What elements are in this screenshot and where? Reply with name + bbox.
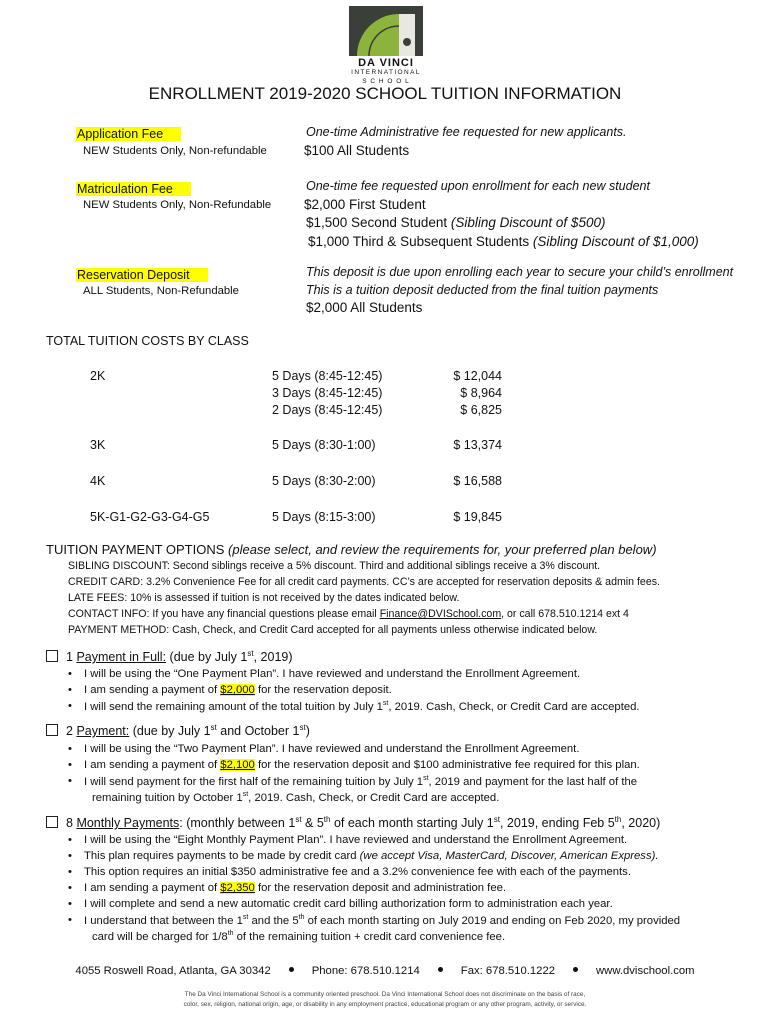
reservation-desc-1: This deposit is due upon enrolling each year to secure your child’s enrollment bbox=[306, 265, 734, 279]
contact-info-note: CONTACT INFO: If you have any financial questions please email Finance@DVISchool.com, or call 678.510.1214 ext 4 bbox=[68, 608, 629, 620]
plan-2-checkbox[interactable] bbox=[46, 724, 58, 736]
plan-3-checkbox[interactable] bbox=[46, 816, 58, 828]
application-fee-label: Application Fee bbox=[76, 125, 181, 143]
payment-method-note: PAYMENT METHOD: Cash, Check, and Credit Card accepted for all payments unless otherwise indicated below. bbox=[68, 624, 598, 636]
application-fee-sub: NEW Students Only, Non-refundable bbox=[83, 145, 267, 157]
late-fees-note: LATE FEES: 10% is assessed if tuition is not received by the dates indicated below. bbox=[68, 592, 460, 604]
page-title: ENROLLMENT 2019-2020 SCHOOL TUITION INFORMATION bbox=[148, 84, 622, 103]
footer-website[interactable]: www.dvischool.com bbox=[596, 965, 695, 977]
application-fee-amount: $100 All Students bbox=[304, 143, 410, 158]
matriculation-fee-desc: One-time fee requested upon enrollment for each new student bbox=[306, 179, 650, 193]
reservation-deposit-sub: ALL Students, Non-Refundable bbox=[83, 285, 239, 297]
school-logo bbox=[349, 6, 423, 56]
reservation-amount: $2,000 All Students bbox=[306, 300, 423, 315]
tuition-class: 4K bbox=[90, 474, 106, 488]
plan-2-bullet: • I will send payment for the first half of the remaining tuition by July 1st, 2019 and payment for the last half of the bbox=[68, 775, 638, 788]
logo-line-2: INTERNATIONAL bbox=[351, 69, 421, 76]
plan-1-bullet: • I will be using the “One Payment Plan”. I have reviewed and understand the Enrollment Agreement. bbox=[68, 668, 581, 680]
footer-disclaimer-1: The Da Vinci International School is a community oriented preschool. Da Vinci International School does not discriminate on the basis of race, bbox=[184, 991, 586, 998]
tuition-schedule: 3 Days (8:45-12:45) bbox=[272, 386, 383, 400]
tuition-heading: TOTAL TUITION COSTS BY CLASS bbox=[46, 334, 249, 348]
sibling-discount-note: SIBLING DISCOUNT: Second siblings receive a 5% discount. Third and additional siblings receive a 3% discount. bbox=[68, 560, 601, 572]
plan-3-bullet: • I am sending a payment of $2,350 for the reservation deposit and administration fee. bbox=[68, 882, 507, 894]
credit-card-note: CREDIT CARD: 3.2% Convenience Fee for all credit card payments. CC’s are accepted for reservation deposits & admin fees. bbox=[68, 576, 660, 588]
tuition-schedule: 5 Days (8:30-1:00) bbox=[272, 438, 376, 452]
reservation-desc-2: This is a tuition deposit deducted from the final tuition payments bbox=[306, 283, 659, 297]
plan-3-bullet: • I will be using the “Eight Monthly Payment Plan”. I have reviewed and understand the Enrollment Agreement. bbox=[68, 834, 628, 846]
tuition-price: $ 13,374 bbox=[453, 438, 502, 452]
tuition-price: $ 16,588 bbox=[453, 474, 502, 488]
plan-3-bullet-cont: card will be charged for 1/8th of the remaining tuition + credit card convenience fee. bbox=[92, 930, 506, 943]
tuition-schedule: 5 Days (8:15-3:00) bbox=[272, 510, 376, 524]
footer-disclaimer-2: color, sex, religion, national origin, age, or disability in any employment practice, educational program or any other program, activity, or service. bbox=[183, 1001, 587, 1008]
logo-line-1: DA VINCI bbox=[358, 57, 414, 69]
plan-2-bullet: • I am sending a payment of $2,100 for the reservation deposit and $100 administrative fee required for this plan. bbox=[68, 759, 640, 771]
tuition-price: $ 19,845 bbox=[453, 510, 502, 524]
logo-line-3: S C H O O L bbox=[362, 78, 410, 85]
tuition-price: $ 6,825 bbox=[460, 403, 502, 417]
payment-options-heading: TUITION PAYMENT OPTIONS (please select, and review the requirements for, your preferred plan below) bbox=[46, 542, 657, 557]
plan-3-bullet: • This plan requires payments to be made by credit card (we accept Visa, MasterCard, Discover, American Express). bbox=[68, 850, 659, 862]
tuition-schedule: 5 Days (8:45-12:45) bbox=[272, 369, 383, 383]
tuition-price: $ 12,044 bbox=[453, 369, 502, 383]
matriculation-line-3: $1,000 Third & Subsequent Students (Sibling Discount of $1,000) bbox=[308, 234, 699, 249]
matriculation-line-1: $2,000 First Student bbox=[304, 197, 426, 212]
tuition-class: 3K bbox=[90, 438, 106, 452]
footer-contact bbox=[0, 965, 770, 977]
plan-3-bullet: • I will complete and send a new automatic credit card billing authorization form to administration each year. bbox=[68, 898, 613, 910]
footer-phone: Phone: 678.510.1214 bbox=[311, 965, 420, 977]
finance-email-link[interactable]: Finance@DVISchool.com bbox=[379, 608, 502, 620]
matriculation-line-2: $1,500 Second Student (Sibling Discount of $500) bbox=[306, 215, 606, 230]
tuition-class: 2K bbox=[90, 369, 106, 383]
plan-2-bullet-cont: remaining tuition by October 1st, 2019. Cash, Check, or Credit Card are accepted. bbox=[92, 791, 500, 804]
application-fee-desc: One-time Administrative fee requested for new applicants. bbox=[306, 125, 627, 139]
tuition-class: 5K-G1-G2-G3-G4-G5 bbox=[90, 510, 210, 524]
plan-1-bullet: • I am sending a payment of $2,000 for the reservation deposit. bbox=[68, 684, 392, 696]
tuition-schedule: 2 Days (8:45-12:45) bbox=[272, 403, 383, 417]
tuition-schedule: 5 Days (8:30-2:00) bbox=[272, 474, 376, 488]
matriculation-fee-label: Matriculation Fee bbox=[76, 180, 191, 198]
plan-2-bullet: • I will be using the “Two Payment Plan”. I have reviewed and understand the Enrollment Agreement. bbox=[68, 743, 580, 755]
plan-1-bullet: • I will send the remaining amount of the total tuition by July 1st, 2019. Cash, Check, or Credit Card are accepted. bbox=[68, 700, 640, 713]
plan-1-checkbox[interactable] bbox=[46, 650, 58, 662]
plan-3-heading: 8 Monthly Payments: (monthly between 1st & 5th of each month starting July 1st, 2019, ending Feb 5th, 2020) bbox=[46, 815, 660, 830]
footer-address: 4055 Roswell Road, Atlanta, GA 30342 bbox=[75, 965, 271, 977]
reservation-deposit-label: Reservation Deposit bbox=[76, 266, 208, 284]
footer-fax: Fax: 678.510.1222 bbox=[460, 965, 556, 977]
plan-1-heading: 1 Payment in Full: (due by July 1st, 2019) bbox=[46, 649, 293, 664]
tuition-price: $ 8,964 bbox=[460, 386, 502, 400]
plan-3-bullet: • This option requires an initial $350 administrative fee and a 3.2% convenience fee with each of the payments. bbox=[68, 866, 631, 878]
matriculation-fee-sub: NEW Students Only, Non-Refundable bbox=[83, 199, 272, 211]
plan-2-heading: 2 Payment: (due by July 1st and October 1st) bbox=[46, 723, 310, 738]
plan-3-bullet: • I understand that between the 1st and the 5th of each month starting on July 2019 and ending on Feb 2020, my provided bbox=[68, 914, 681, 927]
